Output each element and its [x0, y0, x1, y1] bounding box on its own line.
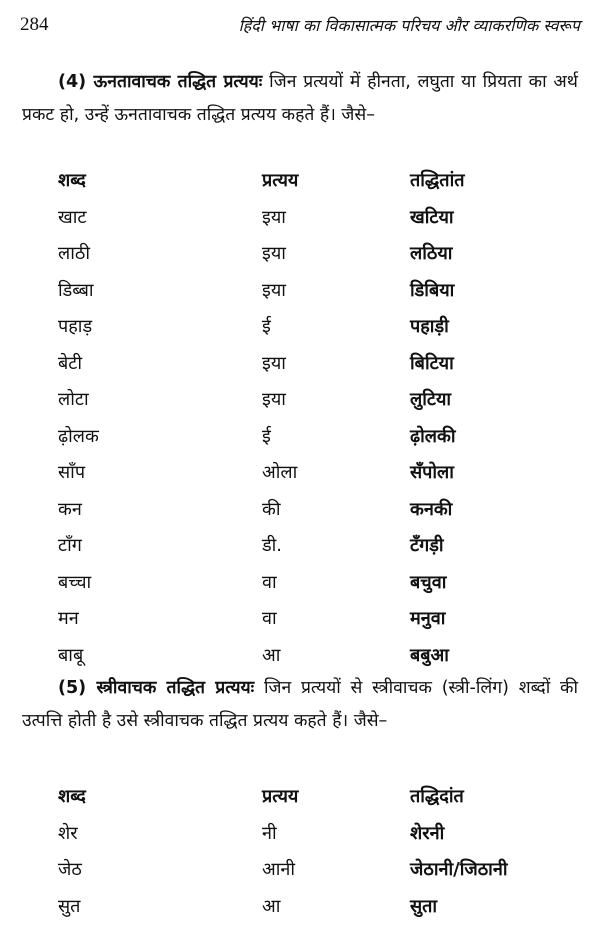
word-cell: ढ़ोलक: [58, 425, 99, 447]
derived-word-cell: सुता: [410, 895, 438, 917]
table-row: [0, 533, 600, 570]
suffix-cell: इया: [262, 243, 286, 264]
derived-word-cell: टँगड़ी: [410, 535, 444, 556]
word-cell: मन: [58, 608, 79, 629]
word-cell: पहाड़: [58, 316, 93, 337]
derived-word-cell: जेठानी/जिठानी: [410, 859, 508, 880]
table-row: [0, 387, 600, 424]
section-4-heading: (4) ऊनतावाचक तद्धित प्रत्ययः: [58, 72, 263, 92]
suffix-cell: नी: [262, 822, 277, 844]
word-cell: डिब्बा: [58, 279, 94, 301]
running-title: हिंदी भाषा का विकासात्मक परिचय और व्याकरणिक स्वरूप: [238, 16, 580, 35]
table-row: [0, 570, 600, 607]
table-row: [0, 497, 600, 534]
suffix-cell: ई: [262, 425, 271, 447]
section-4-paragraph: [22, 66, 578, 132]
table-row: [0, 278, 600, 315]
table-row: [0, 314, 600, 351]
table-row: [0, 424, 600, 461]
column-header-derived: तद्धितांत: [410, 170, 465, 191]
word-cell: बेटी: [58, 352, 83, 374]
suffix-cell: डी.: [262, 535, 283, 556]
word-cell: बाबू: [58, 644, 84, 666]
derived-word-cell: पहाड़ी: [410, 316, 449, 337]
table-row: [0, 351, 600, 388]
table-row: [0, 460, 600, 497]
word-cell: खाट: [58, 206, 87, 228]
word-cell: टाँग: [58, 535, 82, 556]
table-row: [0, 894, 600, 931]
section-4-table: [0, 168, 600, 679]
derived-word-cell: बिटिया: [410, 352, 454, 374]
page-number: 284: [20, 14, 49, 35]
suffix-cell: आ: [262, 895, 281, 917]
word-cell: साँप: [58, 462, 86, 483]
derived-word-cell: डिबिया: [410, 279, 455, 301]
derived-word-cell: सँपोला: [410, 462, 454, 483]
derived-word-cell: बबुआ: [410, 644, 449, 666]
derived-word-cell: शेरनी: [410, 822, 445, 844]
column-header-word: शब्द: [58, 170, 86, 191]
section-5-paragraph: [22, 672, 578, 738]
table-row: [0, 857, 600, 894]
suffix-cell: आनी: [262, 859, 296, 880]
word-cell: कन: [58, 498, 82, 520]
derived-word-cell: कनकी: [410, 498, 453, 520]
suffix-cell: वा: [262, 608, 277, 629]
suffix-cell: इया: [262, 206, 286, 228]
table-header-row: [0, 168, 600, 205]
derived-word-cell: बचुवा: [410, 571, 447, 593]
word-cell: लाठी: [58, 243, 90, 264]
table-row: [0, 205, 600, 242]
suffix-cell: ओला: [262, 462, 298, 483]
suffix-cell: इया: [262, 352, 286, 374]
section-4-text: जिन प्रत्ययों में हीनता, लघुता या प्रियता का अर्थ प्रकट हो, उन्हें ऊनतावाचक तद्धित प्रत्यय कहते हैं। जैसे–: [22, 72, 578, 125]
table-row: [0, 606, 600, 643]
word-cell: शेर: [58, 822, 78, 844]
suffix-cell: वा: [262, 571, 277, 593]
suffix-cell: आ: [262, 644, 281, 666]
column-header-suffix: प्रत्यय: [262, 786, 299, 807]
section-5-heading: (5) स्त्रीवाचक तद्धित प्रत्ययः: [58, 678, 255, 698]
column-header-derived: तद्धिदांत: [410, 786, 464, 807]
derived-word-cell: मनुवा: [410, 608, 446, 629]
suffix-cell: इया: [262, 389, 286, 410]
derived-word-cell: लठिया: [410, 243, 453, 264]
word-cell: लोटा: [58, 389, 89, 410]
suffix-cell: ई: [262, 316, 271, 337]
table-row: [0, 821, 600, 858]
word-cell: जेठ: [58, 859, 82, 880]
derived-word-cell: खटिया: [410, 206, 454, 228]
word-cell: सुत: [58, 895, 81, 917]
section-5-text: जिन प्रत्ययों से स्त्रीवाचक (स्त्री-लिंग) शब्दों की उत्पत्ति होती है उसे स्त्रीवाचक तद्धित प्रत्यय कहते हैं। जैसे–: [22, 678, 578, 731]
column-header-word: शब्द: [58, 786, 86, 807]
word-cell: बच्चा: [58, 571, 92, 593]
column-header-suffix: प्रत्यय: [262, 170, 299, 191]
derived-word-cell: ढ़ोलकी: [410, 425, 456, 447]
table-header-row: [0, 784, 600, 821]
derived-word-cell: लुटिया: [410, 389, 452, 410]
page-header: [20, 14, 580, 42]
suffix-cell: इया: [262, 279, 286, 301]
suffix-cell: की: [262, 498, 281, 520]
section-5-table: [0, 784, 600, 930]
table-row: [0, 241, 600, 278]
